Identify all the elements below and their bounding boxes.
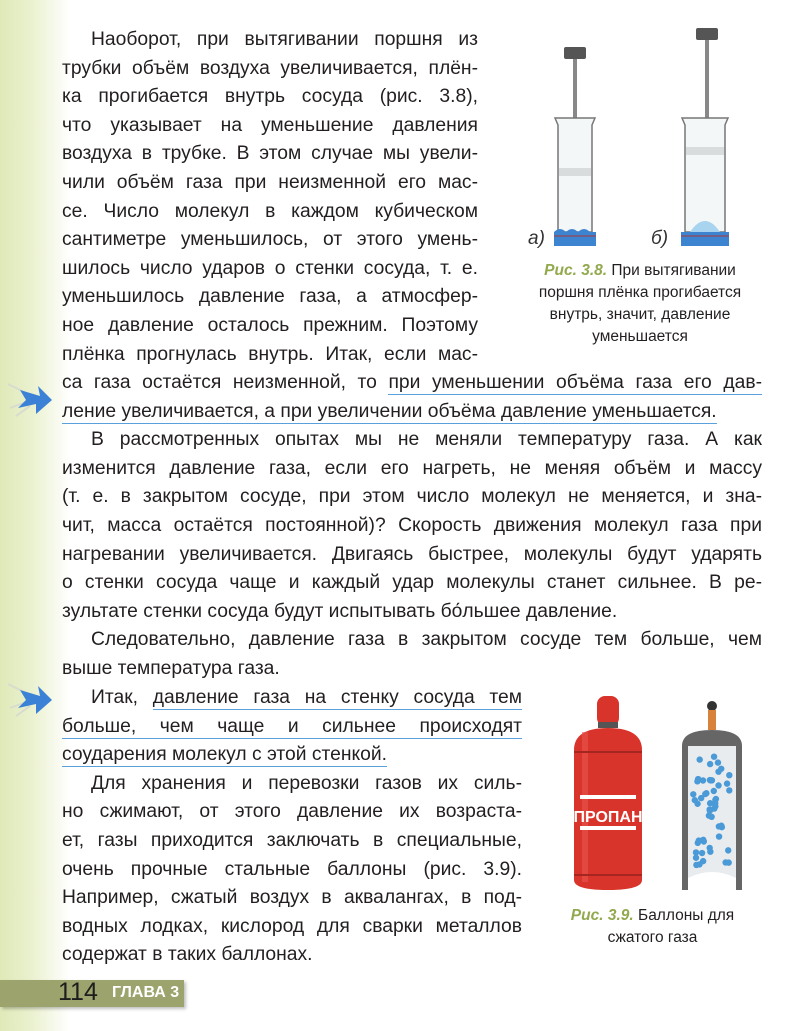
text-segment: содержат в таких баллонах.: [62, 944, 313, 966]
text-line: [62, 798, 522, 827]
gas-molecule: [700, 777, 706, 783]
caption-line: Баллоны для: [638, 907, 735, 924]
caption-line: При вытягивании: [611, 262, 736, 279]
text-line: [62, 455, 762, 484]
chapter-label: ГЛАВА 3: [112, 984, 180, 1001]
underlined-key-text: больше, чем чаще и сильнее происходят: [62, 715, 522, 737]
caption-line: уменьшается: [592, 328, 688, 345]
figure-3-8-label-b: б): [651, 228, 669, 249]
figure-3-8-label-a: а): [528, 228, 545, 249]
gas-molecule: [699, 850, 705, 856]
text-line: [62, 283, 478, 312]
key-point-arrow-icon: [6, 380, 56, 420]
text-segment: сантиметре уменьшилось, от этого умень-: [62, 229, 478, 251]
gas-molecule: [693, 855, 699, 861]
gas-molecule: [711, 788, 717, 794]
gas-molecule: [700, 837, 706, 843]
gas-molecule: [718, 823, 724, 829]
paragraph-block-left: [62, 26, 478, 369]
gas-molecule: [696, 756, 702, 762]
gas-molecule: [722, 859, 728, 865]
text-segment: са газа остаётся неизменной, то: [62, 372, 389, 393]
figure-3-9-gas-cylinders: [560, 690, 760, 900]
text-line: [62, 626, 762, 655]
figure-number: Рис. 3.9.: [570, 907, 634, 924]
text-line: [62, 483, 762, 512]
gas-molecule: [715, 759, 721, 765]
caption-line: сжатого газа: [607, 929, 698, 946]
text-segment: Например, сжатый воздух в аквалангах, в под-: [62, 887, 522, 909]
underlined-key-text: соударения молекул с этой стенкой.: [62, 744, 388, 766]
text-line: [62, 770, 522, 799]
gas-molecule: [695, 840, 701, 846]
gas-molecule: [726, 787, 732, 793]
text-segment: водных лодках, кислород для сварки металлов: [62, 915, 522, 937]
text-segment: изменится давление газа, если его нагреть, не меняя объём и массу: [62, 457, 762, 479]
text-segment: се. Число молекул в каждом кубическом: [62, 200, 478, 222]
gas-molecule: [724, 780, 730, 786]
figure-3-9-caption: [545, 905, 760, 949]
underlined-key-text: при уменьшении объёма газа его дав-: [388, 372, 762, 393]
text-line: [62, 369, 762, 398]
text-line: [62, 941, 522, 970]
text-segment: Для хранения и перевозки газов их силь-: [91, 772, 522, 794]
paragraph-block-left-lower: [62, 684, 522, 970]
text-line: [62, 884, 522, 913]
paragraph-block-full: [62, 369, 762, 684]
text-segment: шилось число ударов о стенки сосуда, т. е.: [62, 257, 478, 279]
text-segment: воздуха в трубке. В этом случае мы увели-: [62, 143, 478, 165]
text-line: [62, 55, 478, 84]
propane-cylinder: [573, 696, 642, 890]
text-segment: очень прочные стальные баллоны (рис. 3.9).: [62, 858, 522, 880]
text-line: [62, 312, 478, 341]
text-segment: Следовательно, давление газа в закрытом сосуде тем больше, чем: [91, 629, 762, 651]
gas-molecule: [708, 777, 714, 783]
text-line: [62, 913, 522, 942]
text-line: [62, 655, 762, 684]
text-line: [62, 112, 478, 141]
gas-molecule: [690, 791, 696, 797]
gas-molecule: [693, 862, 699, 868]
gas-molecule: [706, 812, 712, 818]
gas-molecule: [712, 803, 718, 809]
text-line: [62, 827, 522, 856]
gas-molecule: [726, 772, 732, 778]
gas-molecule: [700, 858, 706, 864]
syringe-a: [554, 47, 596, 246]
text-line: [62, 198, 478, 227]
text-line: [62, 426, 762, 455]
text-segment: чит, масса остаётся постоянной)? Скорость движения молекул газа при: [62, 514, 762, 536]
text-segment: выше температура газа.: [62, 657, 280, 679]
underlined-key-text: давление газа на стенку сосуда тем: [152, 687, 522, 708]
key-point-arrow-icon: [6, 680, 56, 720]
gas-molecule: [698, 795, 704, 801]
text-segment: Итак,: [91, 687, 153, 708]
text-line: [62, 255, 478, 284]
caption-line: поршня плёнка прогибается: [538, 284, 742, 301]
text-segment: (т. е. в закрытом сосуде, при этом число молекул не меняется, и зна-: [62, 486, 762, 508]
text-line: [62, 341, 478, 370]
page-number: 114: [58, 978, 98, 1006]
text-segment: В рассмотренных опытах мы не меняли температуру газа. А как: [91, 429, 762, 451]
propane-lettering: ПРОПАН: [573, 809, 643, 826]
text-segment: нагревании увеличивается. Двигаясь быстрее, молекулы будут ударять: [62, 543, 762, 565]
caption-line: внутрь, значит, давление: [549, 306, 731, 323]
syringe-b: [681, 28, 729, 246]
text-segment: о стенки сосуда чаще и каждый удар молекулы станет сильнее. В ре-: [62, 572, 762, 594]
figure-3-8-syringes: [540, 20, 760, 252]
gas-molecule: [711, 753, 717, 759]
text-segment: чили объём газа при неизменной его мас-: [62, 171, 478, 193]
text-segment: Наоборот, при вытягивании поршня из: [91, 29, 478, 50]
gas-molecule: [692, 797, 698, 803]
text-line: [62, 684, 522, 713]
text-segment: ет, газы приходится заключать в специальные,: [62, 829, 522, 851]
text-segment: трубки объём воздуха увеличивается, плён-: [62, 57, 478, 79]
gas-molecule: [716, 833, 722, 839]
cutaway-cylinder: [682, 701, 742, 890]
text-line: [62, 140, 478, 169]
text-line: [62, 398, 762, 427]
gas-molecule: [707, 761, 713, 767]
text-line: [62, 83, 478, 112]
text-segment: но сжимают, от этого давление их возраста-: [62, 801, 522, 823]
text-segment: плёнка прогнулась внутрь. Итак, если мас-: [62, 343, 478, 365]
text-line: [62, 569, 762, 598]
text-line: [62, 598, 762, 627]
figure-number: Рис. 3.8.: [544, 262, 608, 279]
text-line: [62, 741, 522, 770]
text-line: [62, 713, 522, 742]
text-line: [62, 512, 762, 541]
text-segment: уменьшилось давление газа, а атмосфер-: [62, 286, 478, 308]
gas-molecule: [725, 847, 731, 853]
text-line: [62, 226, 478, 255]
page-footer: [0, 980, 184, 1007]
text-line: [62, 541, 762, 570]
page-margin-band: [0, 0, 70, 1031]
underlined-key-text: ление увеличивается, а при увеличении объёма давление уменьшается.: [62, 400, 717, 422]
gas-molecule: [718, 766, 724, 772]
text-segment: что указывает на уменьшение давления: [62, 114, 478, 136]
gas-molecule: [715, 782, 721, 788]
text-line: [62, 169, 478, 198]
figure-3-8-caption: [505, 260, 775, 348]
text-line: [62, 856, 522, 885]
gas-molecule: [706, 806, 712, 812]
gas-molecule: [707, 848, 713, 854]
text-segment: зультате стенки сосуда будут испытывать бо́льшее давление.: [62, 600, 618, 622]
text-segment: ное давление осталось прежним. Поэтому: [62, 314, 478, 336]
text-line: [62, 26, 478, 55]
text-segment: ка прогибается внутрь сосуда (рис. 3.8),: [62, 86, 478, 108]
